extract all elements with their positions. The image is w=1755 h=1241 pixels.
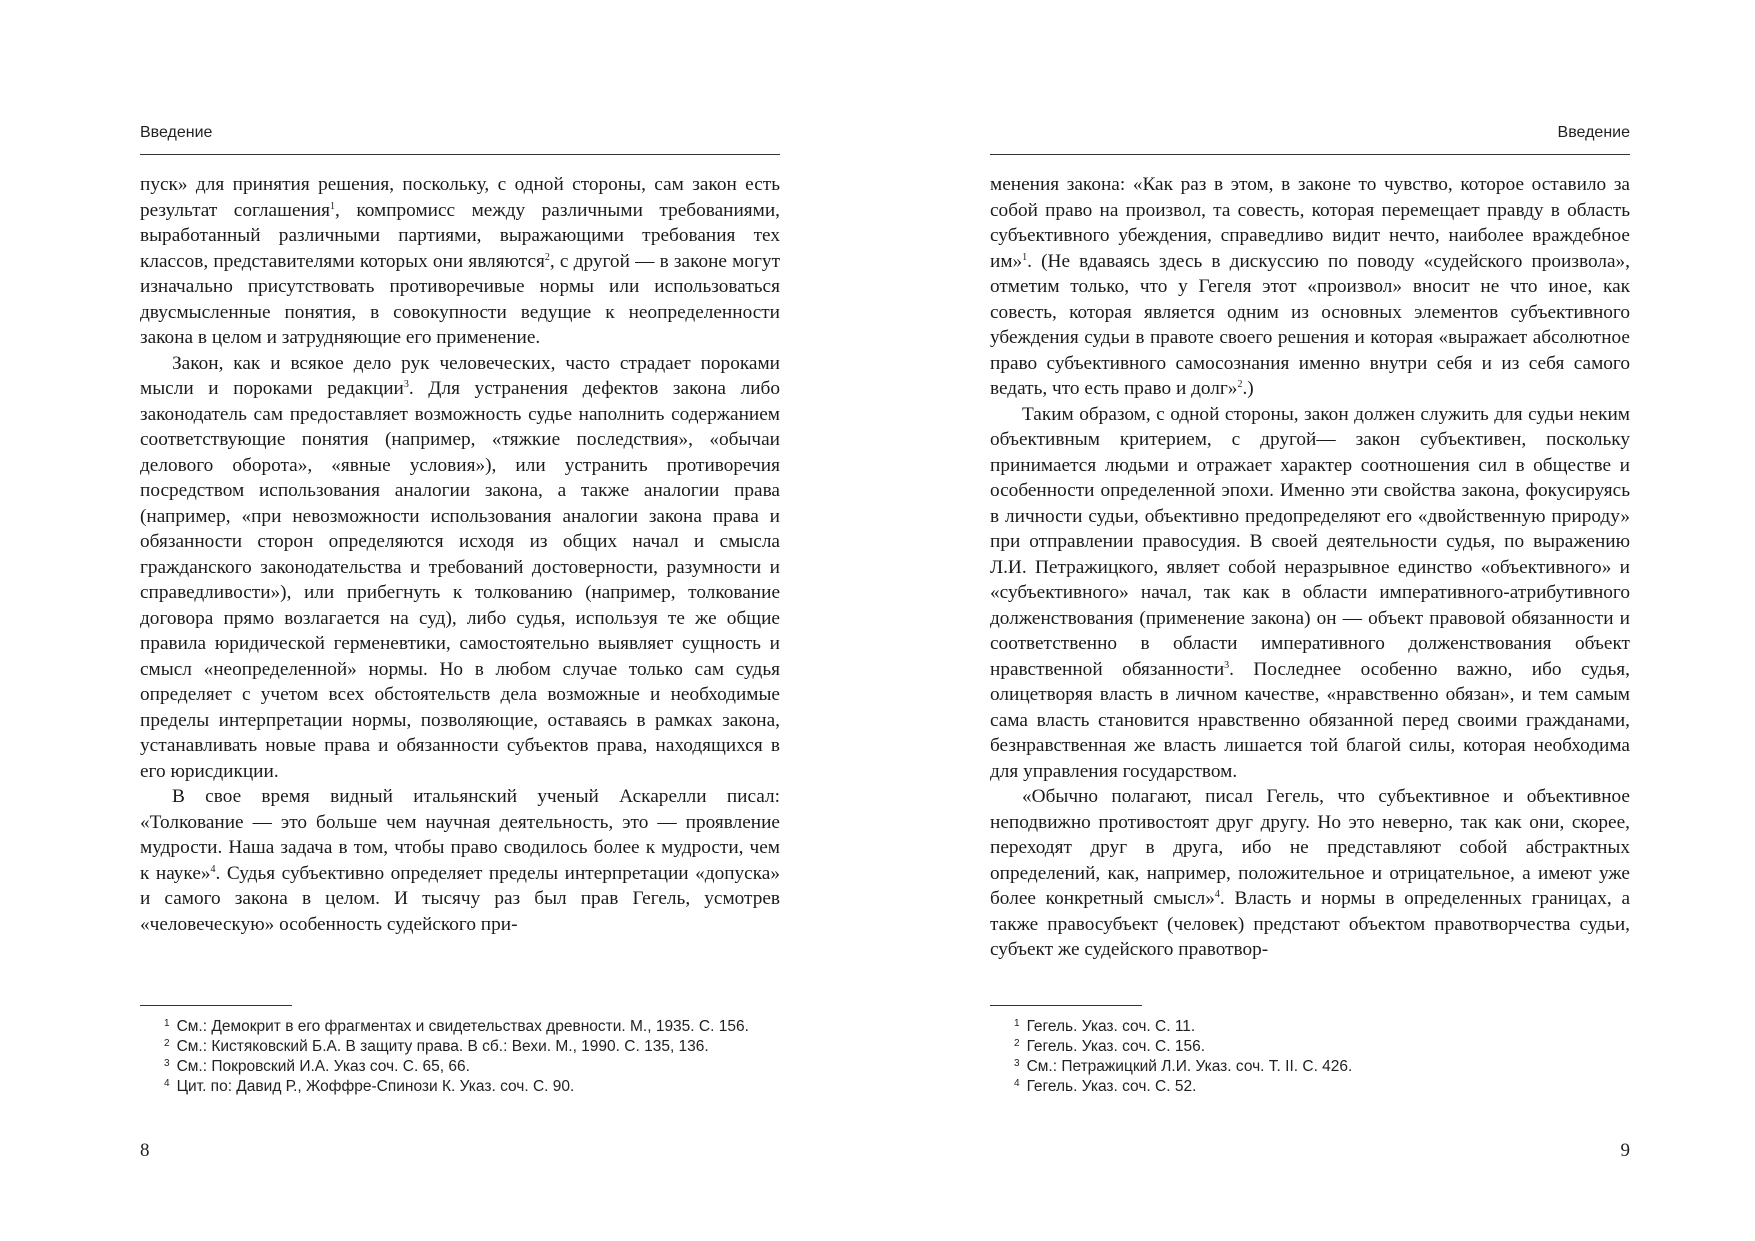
footnote-text: Гегель. Указ. соч. С. 52. (1026, 1078, 1197, 1095)
footnote-text: Цит. по: Давид Р., Жоффре-Спинози К. Указ. соч. С. 90. (176, 1078, 575, 1095)
running-head: Введение (1557, 124, 1630, 141)
footnote-ref: 3 (1224, 659, 1230, 671)
footnote-text: См.: Кистяковский Б.А. В защиту права. В сб.: Вехи. М., 1990. С. 135, 136. (176, 1038, 709, 1055)
footnote-text: См.: Покровский И.А. Указ соч. С. 65, 66. (176, 1058, 470, 1075)
paragraph: Таким образом, с одной стороны, закон должен служить для судьи неким объективным критерием, с другой— закон субъективен, поскольку принимается людьми и отражает характер соотношения сил в обществе и особенности определенной эпохи. Именно эти свойства закона, фокусируясь в личности судьи, объективно предопределяют его «двойственную природу» при отправлении правосудия. В своей деятельности судья, по выражению Л.И. Петражицкого, являет собой неразрывное единство «объективного» и «субъективного» начал, так как в области императивного-атрибутивного долженствования (применение закона) он — объект правовой обязанности и соответственно в области императивного долженствования объект нравственной обязанности$^3$. Последнее особенно важно, ибо судья, олицетворяя власть в личном качестве, «нравственно обязан», и тем самым сама власть становится нравственно обязанной перед своими гражданами, безнравственная же власть лишается той благой силы, которая необходима для управления государством. (990, 403, 1630, 782)
footnote (990, 1017, 1630, 1037)
footnote-ref: 4 (1214, 889, 1220, 900)
footnote (990, 1077, 1630, 1097)
footnote-rule (990, 1005, 1142, 1006)
paragraph: «Обычно полагают, писал Гегель, что субъективное и объективное неподвижно противостоят друг другу. Но это неверно, так как они, скорее, переходят друг в друга, ибо не представляют собой абстрактных определений, как, например, положительное и отрицательное, а имеют уже более конкретный смысл»$^4$. Власть и нормы в определенных границах, а также правосубъект (человек) предстают объектом правотворчества судьи, субъект же судейского правотвор- (990, 786, 1630, 960)
footnote-text: См.: Петражицкий Л.И. Указ. соч. Т. II. С. 426. (1026, 1058, 1353, 1075)
footnote-text: Гегель. Указ. соч. С. 156. (1026, 1038, 1205, 1055)
footnote-text: Гегель. Указ. соч. С. 11. (1026, 1018, 1196, 1035)
footnote-text: См.: Демокрит в его фрагментах и свидетельствах древности. М., 1935. С. 156. (176, 1018, 749, 1035)
footnote-number: 2 (1014, 1038, 1020, 1049)
footnote (990, 1037, 1630, 1057)
footnote-ref: 3 (403, 379, 409, 390)
paragraph: В свое время видный итальянский ученый Аскарелли писал: «Толкование — это больше чем научная деятельность, это — проявление мудрости. Наша задача в том, чтобы право сводилось более к мудрости, чем к науке»$^4$. Судья субъективно определяет пределы интерпретации «допуска» и самого закона в целом. И тысячу раз был прав Гегель, усмотрев «человеческую» особенность судейского при- (140, 786, 780, 935)
body-text (140, 172, 780, 937)
paragraph: пуск» для принятия решения, поскольку, с одной стороны, сам закон есть результат соглашения$^1$, компромисс между различными требованиями, выработанный различными партиями, выражающими требования тех классов, представителями которых они являются$^2$, с другой — в законе могут изначально присутствовать противоречивые нормы или использоваться двусмысленные понятия, в совокупности ведущие к неопределенности закона в целом и затрудняющие его применение. (140, 174, 780, 348)
footnotes (990, 1017, 1630, 1097)
footnote-ref: 1 (1022, 251, 1028, 263)
footnote-number: 3 (164, 1058, 170, 1069)
footnote-number: 1 (164, 1018, 170, 1029)
header-rule (140, 154, 780, 155)
running-head: Введение (140, 124, 213, 141)
paragraph: Закон, как и всякое дело рук человеческих, часто страдает пороками мысли и пороками редакции$^3$. Для устранения дефектов закона либо законодатель сам предоставляет возможность судье наполнить содержанием соответствующие понятия (например, «тяжкие последствия», «обычаи делового оборота», «явные условия»), или устранить противоречия посредством использования аналогии закона, а также аналогии права (например, «при невозможности использования аналогии закона права и обязанности сторон определяются исходя из общих начал и смысла гражданского законодательства и требований достоверности, разумности и справедливости»), или прибегнуть к толкованию (например, толкование договора прямо возлагается на суд), либо судья, используя те же общие правила юридической герменевтики, самостоятельно выявляет сущность и смысл «неопределенной» нормы. Но в любом случае только сам судья определяет с учетом всех обстоятельств дела возможные и необходимые пределы интерпретации нормы, позволяющие, оставаясь в рамках закона, устанавливать новые права и обязанности субъектов права, находящихся в его юрисдикции. (140, 352, 780, 782)
footnote-ref: 4 (210, 863, 216, 875)
page-number: 9 (1620, 1140, 1630, 1161)
page-number: 8 (140, 1140, 150, 1161)
footnote-number: 4 (164, 1078, 170, 1089)
footnote-number: 1 (1014, 1018, 1020, 1029)
footnote (990, 1057, 1630, 1077)
footnote (140, 1037, 780, 1057)
footnotes (140, 1017, 780, 1097)
footnote (140, 1057, 780, 1077)
footnote-number: 3 (1014, 1058, 1020, 1069)
footnote-rule (140, 1005, 292, 1006)
paragraph: менения закона: «Как раз в этом, в законе то чувство, которое оставило за собой право на произвол, та совесть, которая перемещает правду в область субъективного убеждения, справедливо видит нечто, наиболее враждебное им»$^1$. (Не вдаваясь здесь в дискуссию по поводу «судейского произвола», отметим только, что у Гегеля этот «произвол» вносит не что иное, как совесть, которая является одним из основных элементов субъективного убеждения судьи в правоте своего решения и которая «выражает абсолютное право субъективного самосознания именно внутри себя и из себя самого ведать, что есть право и долг»$^2$.) (990, 174, 1630, 399)
footnote-ref: 2 (1237, 379, 1243, 390)
footnote-ref: 2 (544, 251, 550, 263)
footnote-ref: 1 (330, 200, 336, 212)
footnote-number: 4 (1014, 1078, 1020, 1089)
footnote (140, 1077, 780, 1097)
body-text (990, 172, 1630, 963)
header-rule (990, 154, 1630, 155)
footnote (140, 1017, 780, 1037)
footnote-number: 2 (164, 1038, 170, 1049)
